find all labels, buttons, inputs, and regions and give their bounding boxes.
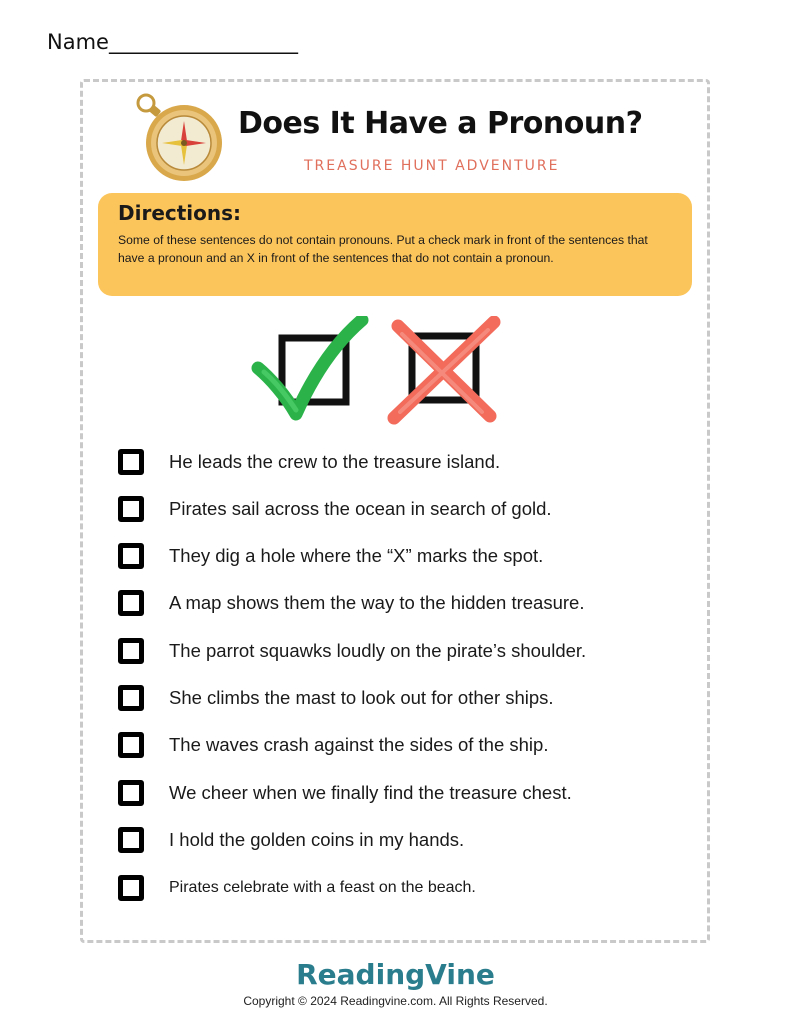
- directions-heading: Directions:: [118, 201, 242, 225]
- directions-text: Some of these sentences do not contain pronouns. Put a check mark in front of the sentences that have a pronoun and an X in front of the sentences that do not contain a pronoun.: [118, 233, 648, 265]
- list-item: [118, 489, 552, 529]
- list-item: [118, 678, 554, 718]
- answer-checkbox[interactable]: [118, 827, 144, 853]
- answer-checkbox[interactable]: [118, 496, 144, 522]
- list-item: [118, 583, 584, 623]
- answer-checkbox[interactable]: [118, 543, 144, 569]
- directions-box: [98, 193, 692, 296]
- sentence-text: The waves crash against the sides of the ship.: [169, 734, 549, 755]
- brand-logo: ReadingVine: [296, 958, 495, 991]
- sentence-text: She climbs the mast to look out for other ships.: [169, 687, 554, 708]
- list-item: [118, 442, 500, 482]
- checked-box-icon: [258, 320, 362, 414]
- page-subtitle: TREASURE HUNT ADVENTURE: [304, 158, 560, 174]
- name-field-label: Name__________________: [47, 30, 298, 54]
- sentence-text: The parrot squawks loudly on the pirate’s shoulder.: [169, 640, 587, 661]
- list-item: [118, 820, 464, 860]
- answer-checkbox[interactable]: [118, 780, 144, 806]
- crossed-box-icon: [394, 322, 494, 418]
- answer-checkbox[interactable]: [118, 732, 144, 758]
- page-title: Does It Have a Pronoun?: [238, 106, 643, 141]
- list-item: [118, 631, 586, 671]
- answer-checkbox[interactable]: [118, 638, 144, 664]
- copyright-notice: Copyright © 2024 Readingvine.com. All Rights Reserved.: [243, 994, 548, 1008]
- list-item: [118, 868, 476, 908]
- answer-checkbox[interactable]: [118, 590, 144, 616]
- sentence-text: Pirates celebrate with a feast on the beach.: [169, 879, 476, 896]
- answer-checkbox[interactable]: [118, 449, 144, 475]
- sentence-text: I hold the golden coins in my hands.: [169, 829, 465, 850]
- list-item: [118, 773, 572, 813]
- list-item: [118, 536, 543, 576]
- list-item: [118, 725, 548, 765]
- sentence-text: A map shows them the way to the hidden treasure.: [169, 592, 585, 613]
- sentence-text: They dig a hole where the “X” marks the spot.: [169, 545, 544, 566]
- example-symbols: [250, 316, 510, 426]
- sentence-text: Pirates sail across the ocean in search of gold.: [169, 498, 552, 519]
- answer-checkbox[interactable]: [118, 875, 144, 901]
- answer-checkbox[interactable]: [118, 685, 144, 711]
- sentence-text: He leads the crew to the treasure island.: [169, 451, 501, 472]
- sentence-text: We cheer when we finally find the treasure chest.: [169, 782, 572, 803]
- compass-icon: [130, 93, 228, 185]
